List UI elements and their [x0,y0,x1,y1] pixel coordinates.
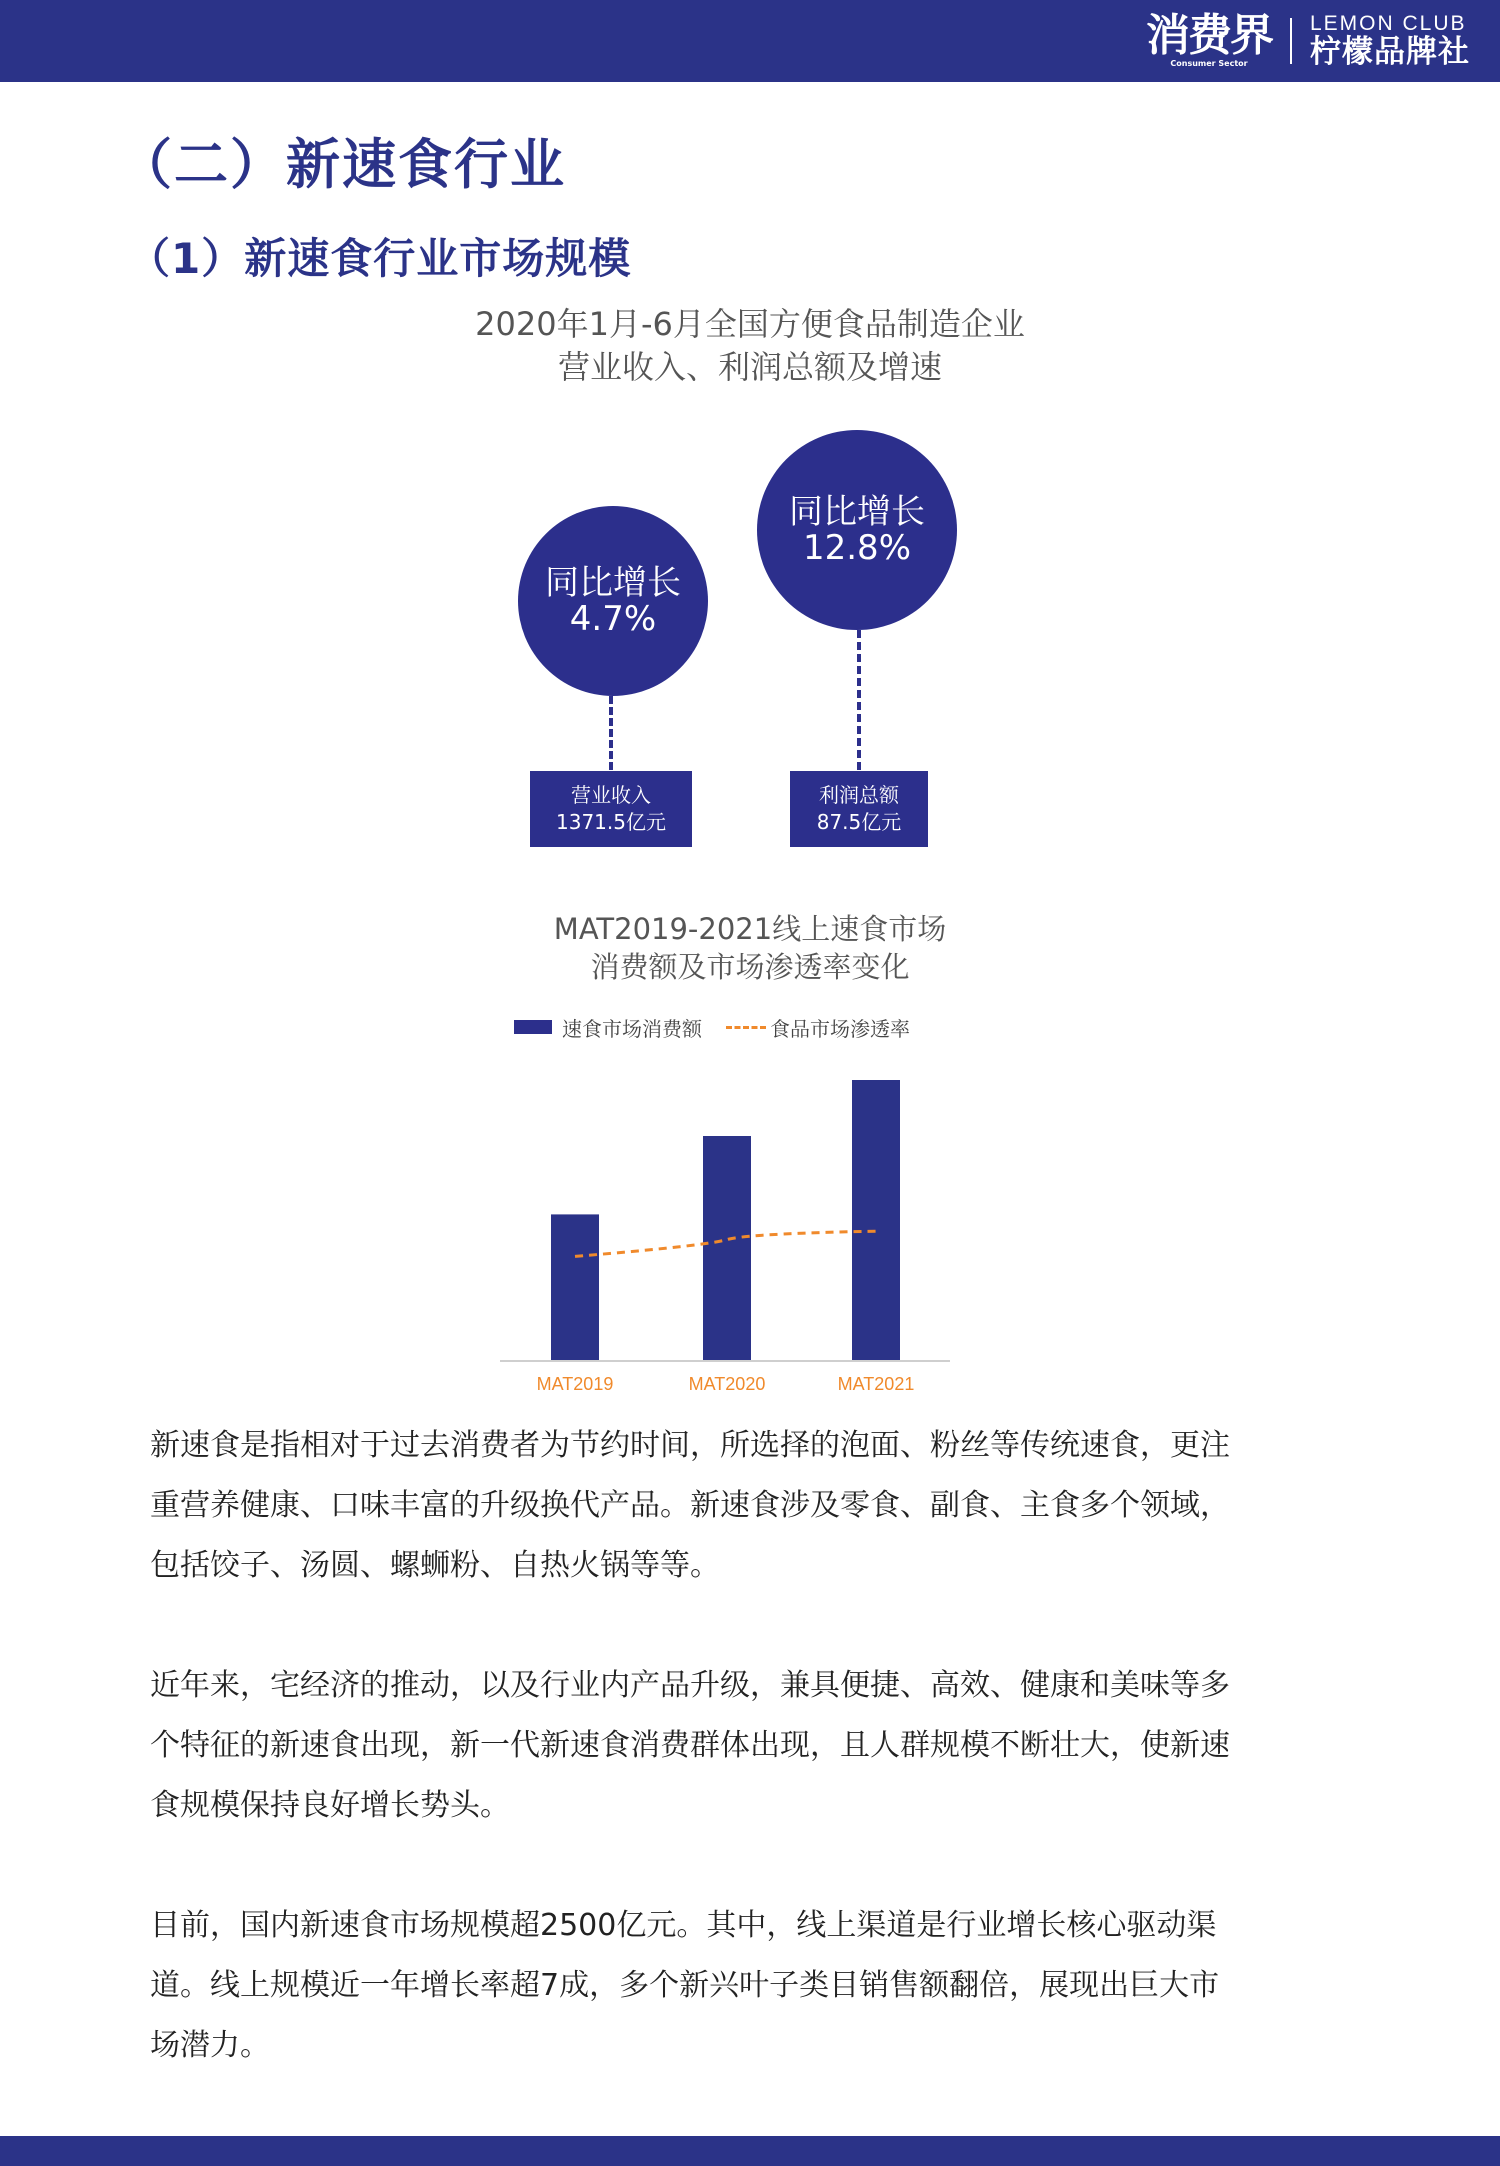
footer-bar [0,2136,1500,2166]
header-bar [0,0,1500,82]
paragraph-1-line-2: 重营养健康、口味丰富的升级换代产品。新速食涉及零食、副食、主食多个领域， [150,1488,1230,1523]
brand-logos [1146,10,1470,72]
consumer-sector-logo [1146,10,1272,69]
consumer-sector-logo-en: Consumer Sector [1170,59,1248,68]
chart-title-line1: MAT2019-2021线上速食市场 [553,912,947,946]
paragraph-1-line-3: 包括饺子、汤圆、螺蛳粉、自热火锅等等。 [150,1548,720,1583]
section-title: （二）新速食行业 [118,133,566,196]
x-tick-MAT2020: MAT2020 [688,1374,766,1394]
subsection-title: （1）新速食行业市场规模 [128,234,632,283]
profit-growth-label: 同比增长 [789,492,925,532]
bar-MAT2019 [551,1214,599,1360]
bar-MAT2021 [852,1080,900,1360]
paragraph-3-line-2: 道。线上规模近一年增长率超7成，多个新兴叶子类目销售额翻倍，展现出巨大市 [150,1968,1220,2003]
brand-divider [1290,18,1292,64]
lemon-club-logo-cn: 柠檬品牌社 [1310,34,1470,70]
consumer-sector-logo-cn: 消费界 [1146,10,1272,61]
revenue-box-label: 营业收入 [571,783,651,807]
infographic-title-line1: 2020年1月-6月全国方便食品制造企业 [475,305,1025,343]
legend-line-label: 食品市场渗透率 [770,1016,910,1041]
profit-box-value: 87.5亿元 [816,810,902,834]
revenue-connector [609,696,613,770]
revenue-growth-circle [518,506,708,696]
paragraph-1-line-1: 新速食是指相对于过去消费者为节约时间，所选择的泡面、粉丝等传统速食，更注 [150,1428,1230,1463]
paragraph-2-line-2: 个特征的新速食出现，新一代新速食消费群体出现，且人群规模不断壮大，使新速 [150,1728,1230,1763]
revenue-growth-label: 同比增长 [545,563,681,603]
infographic-title-line2: 营业收入、利润总额及增速 [557,348,942,386]
revenue-box [530,771,692,847]
chart-legend [514,1012,910,1042]
profit-connector [857,630,861,770]
paragraph-1 [150,1416,1360,1596]
legend-bar-label: 速食市场消费额 [562,1016,702,1041]
paragraph-2-line-1: 近年来，宅经济的推动，以及行业内产品升级，兼具便捷、高效、健康和美味等多 [150,1668,1230,1703]
paragraph-2 [150,1656,1360,1836]
legend-line-swatch [726,1026,766,1029]
legend-bar-swatch [514,1020,552,1034]
chart-title-line2: 消费额及市场渗透率变化 [590,950,910,984]
revenue-growth-value: 4.7% [569,599,657,639]
paragraph-3 [150,1896,1360,2076]
paragraph-3-line-1: 目前，国内新速食市场规模超2500亿元。其中，线上渠道是行业增长核心驱动渠 [150,1908,1217,1943]
profit-growth-value: 12.8% [802,528,911,568]
x-tick-MAT2021: MAT2021 [837,1374,915,1394]
profit-box-label: 利润总额 [819,783,899,807]
bar-chart [490,1060,960,1400]
revenue-box-value: 1371.5亿元 [556,810,666,834]
x-tick-MAT2019: MAT2019 [536,1374,614,1394]
profit-growth-circle [757,430,957,630]
profit-box [790,771,928,847]
paragraph-3-line-3: 场潜力。 [150,2028,270,2063]
lemon-club-logo [1310,13,1470,69]
lemon-club-logo-en: LEMON CLUB [1310,12,1467,35]
bar-MAT2020 [703,1136,751,1360]
paragraph-2-line-3: 食规模保持良好增长势头。 [150,1788,510,1823]
